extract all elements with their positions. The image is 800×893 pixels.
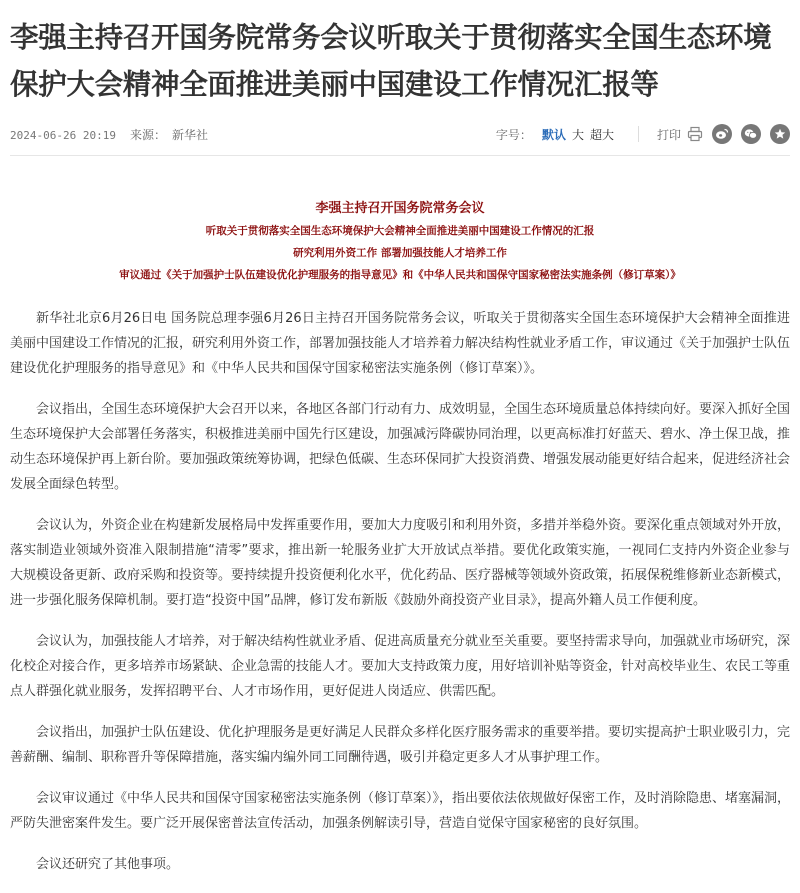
article-body: [10, 306, 790, 893]
font-size-default-button[interactable]: 默认: [541, 127, 566, 142]
print-icon[interactable]: [687, 126, 703, 142]
weibo-icon[interactable]: [712, 124, 732, 144]
source-label: 来源：: [129, 128, 166, 142]
summary-headline-main: 李强主持召开国务院常务会议: [315, 201, 485, 216]
summary-headlines: [0, 198, 800, 286]
meta-left: [10, 126, 208, 143]
summary-headline-sub: 听取关于贯彻落实全国生态环境保护大会精神全面推进美丽中国建设工作情况的汇报: [205, 225, 595, 237]
source-name: 新华社: [171, 128, 208, 142]
summary-headline-sub: 研究利用外资工作 部署加强技能人才培养工作: [293, 247, 507, 259]
meta-toolbar: [496, 122, 790, 146]
article-meta: [10, 122, 790, 146]
paragraph: 会议指出，加强护士队伍建设、优化护理服务是更好满足人民群众多样化医疗服务需求的重要举措。要切实提高护士职业吸引力，完善薪酬、编制、职称晋升等保障措施，落实编内编外同工同酬待遇，吸引并稳定更多人才从事护理工作。: [10, 725, 791, 765]
favorite-icon[interactable]: [770, 124, 790, 144]
font-size-large-button[interactable]: 大: [571, 127, 584, 142]
publish-date: 2024-06-26 20:19: [10, 129, 116, 142]
article-title: 李强主持召开国务院常务会议听取关于贯彻落实全国生态环境保护大会精神全面推进美丽中国建设工作情况汇报等: [10, 21, 772, 101]
paragraph: 会议还研究了其他事项。: [36, 857, 180, 872]
font-size-label: 字号：: [495, 127, 532, 142]
toolbar-separator: [638, 126, 639, 142]
font-size-xlarge-button[interactable]: 超大: [589, 127, 614, 142]
wechat-icon[interactable]: [741, 124, 761, 144]
print-button[interactable]: 打印: [656, 127, 681, 142]
paragraph: 会议认为，加强技能人才培养，对于解决结构性就业矛盾、促进高质量充分就业至关重要。要坚持需求导向，加强就业市场研究，深化校企对接合作，更多培养市场紧缺、企业急需的技能人才。要加大支持政策力度，用好培训补贴等资金，针对高校毕业生、农民工等重点人群强化就业服务，发挥招聘平台、人才市场作用，更好促进人岗适应、供需匹配。: [10, 634, 791, 699]
paragraph: 新华社北京6月26日电 国务院总理李强6月26日主持召开国务院常务会议，听取关于贯彻落实全国生态环境保护大会精神全面推进美丽中国建设工作情况的汇报，研究利用外资工作，部署加强技能人才培养着力解决结构性就业矛盾工作，审议通过《关于加强护士队伍建设优化护理服务的指导意见》和《中华人民共和国保守国家秘密法实施条例（修订草案）》。: [10, 311, 791, 376]
paragraph: 会议指出，全国生态环境保护大会召开以来，各地区各部门行动有力、成效明显，全国生态环境质量总体持续向好。要深入抓好全国生态环境保护大会部署任务落实，积极推进美丽中国先行区建设，加强减污降碳协同治理，以更高标准打好蓝天、碧水、净土保卫战，推动生态环境保护再上新台阶。要加强政策统筹协调，把绿色低碳、生态环保同扩大投资消费、增强发展动能更好结合起来，促进经济社会发展全面绿色转型。: [10, 402, 791, 492]
paragraph: 会议审议通过《中华人民共和国保守国家秘密法实施条例（修订草案）》，指出要依法依规做好保密工作，及时消除隐患、堵塞漏洞，严防失泄密案件发生。要广泛开展保密普法宣传活动，加强条例解读引导，营造自觉保守国家秘密的良好氛围。: [10, 791, 791, 831]
paragraph: 会议认为，外资企业在构建新发展格局中发挥重要作用，要加大力度吸引和利用外资，多措并举稳外资。要深化重点领域对外开放，落实制造业领域外资准入限制措施“清零”要求，推出新一轮服务业扩大开放试点举措。要优化政策实施，一视同仁支持内外资企业参与大规模设备更新、政府采购和投资等。要持续提升投资便利化水平，优化药品、医疗器械等领域外资政策，拓展保税维修新业态新模式，进一步强化服务保障机制。要打造“投资中国”品牌，修订发布新版《鼓励外商投资产业目录》，提高外籍人员工作便利度。: [10, 518, 791, 608]
summary-headline-sub: 审议通过《关于加强护士队伍建设优化护理服务的指导意见》和《中华人民共和国保守国家秘密法实施条例（修订草案）》: [119, 269, 681, 281]
meta-divider: [10, 155, 790, 156]
